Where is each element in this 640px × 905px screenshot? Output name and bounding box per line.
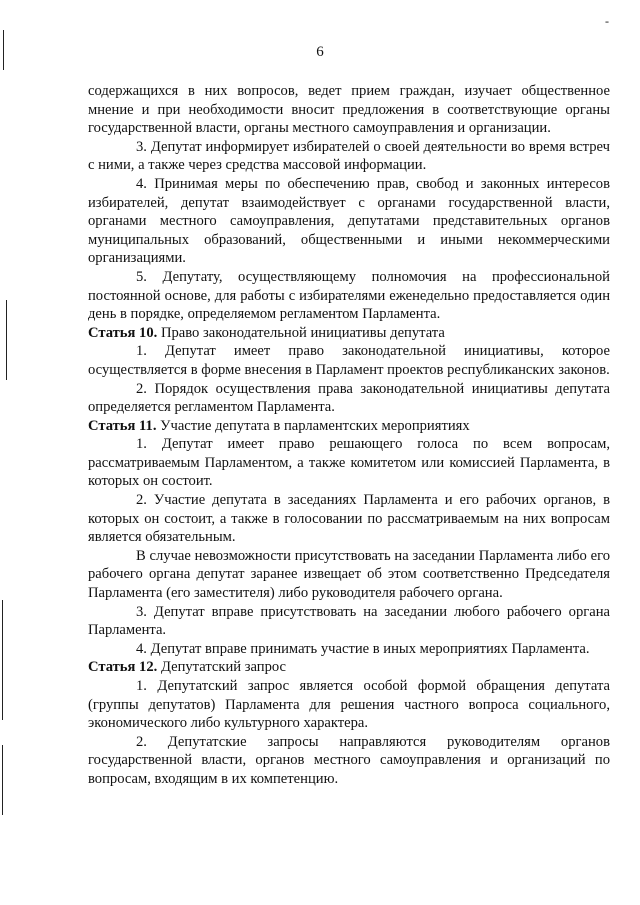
paragraph-art10-1: 1. Депутат имеет право законодательной инициативы, которое осуществляется в форме внесения в Парламент проектов республиканских законов. <box>88 343 610 378</box>
scan-edge-line <box>2 745 3 815</box>
article-12-title: Депутатский запрос <box>160 659 287 676</box>
article-12-heading <box>88 658 610 677</box>
scan-edge-line <box>6 300 7 380</box>
paragraph-art12-1: 1. Депутатский запрос является особой формой обращения депутата (группы депутатов) Парламента для решения частного вопроса социального, экономического либо культурного характера. <box>88 678 610 732</box>
paragraph-art9-3: 3. Депутат информирует избирателей о своей деятельности во время встреч с ними, а также через средства массовой информации. <box>88 138 610 174</box>
document-body <box>88 82 610 789</box>
paragraph-continuation: содержащихся в них вопросов, ведет прием граждан, изучает общественное мнение и при необходимости вносит предложения в соответствующие органы государственной власти, органы местного самоуправления и организации. <box>88 83 610 137</box>
paragraph-art10-2: 2. Порядок осуществления права законодательной инициативы депутата определяется регламентом Парламента. <box>88 380 610 416</box>
paragraph-art11-1: 1. Депутат имеет право решающего голоса по всем вопросам, рассматриваемым Парламентом, а также комитетом или комиссией Парламента, в которых он состоит. <box>88 436 610 490</box>
paragraph-art11-2: 2. Участие депутата в заседаниях Парламента и его рабочих органов, в которых он состоит, а также в голосовании по рассматриваемым на них вопросам является обязательным. <box>88 492 610 546</box>
paragraph-art9-5: 5. Депутату, осуществляющему полномочия на профессиональной постоянной основе, для работы с избирателями еженедельно предоставляется один день в порядке, определяемом регламентом Парламента. <box>88 268 610 323</box>
article-10-label: Статья 10. <box>88 324 158 341</box>
paragraph-art9-4: 4. Принимая меры по обеспечению прав, свобод и законных интересов избирателей, депутат взаимодействует с органами государственной власти, органами местного самоуправления, депутатами представительных органов муниципальных образований, общественными и иными некоммерческими организациями. <box>88 175 610 267</box>
page-number: 6 <box>316 44 324 60</box>
scan-edge-line <box>2 600 3 720</box>
paragraph-art11-4: 4. Депутат вправе принимать участие в иных мероприятиях Парламента. <box>136 640 590 657</box>
paragraph-art11-2b: В случае невозможности присутствовать на заседании Парламента либо его рабочего органа депутат заранее извещает об этом соответственно Председателя Парламента (его заместителя) либо руководителя рабочего органа. <box>88 547 610 602</box>
article-10-heading <box>88 324 610 343</box>
paragraph-art11-3: 3. Депутат вправе присутствовать на заседании любого рабочего органа Парламента. <box>88 603 610 639</box>
paragraph-art12-2: 2. Депутатские запросы направляются руководителям органов государственной власти, органов местного самоуправления и организаций по вопросам, входящим в их компетенцию. <box>88 733 610 787</box>
article-11-heading <box>88 417 610 436</box>
article-11-label: Статья 11. <box>88 417 157 434</box>
article-10-title: Право законодательной инициативы депутата <box>160 324 445 341</box>
article-12-label: Статья 12. <box>88 659 158 676</box>
corner-mark: - <box>605 14 609 28</box>
article-11-title: Участие депутата в парламентских мероприятиях <box>160 417 470 434</box>
